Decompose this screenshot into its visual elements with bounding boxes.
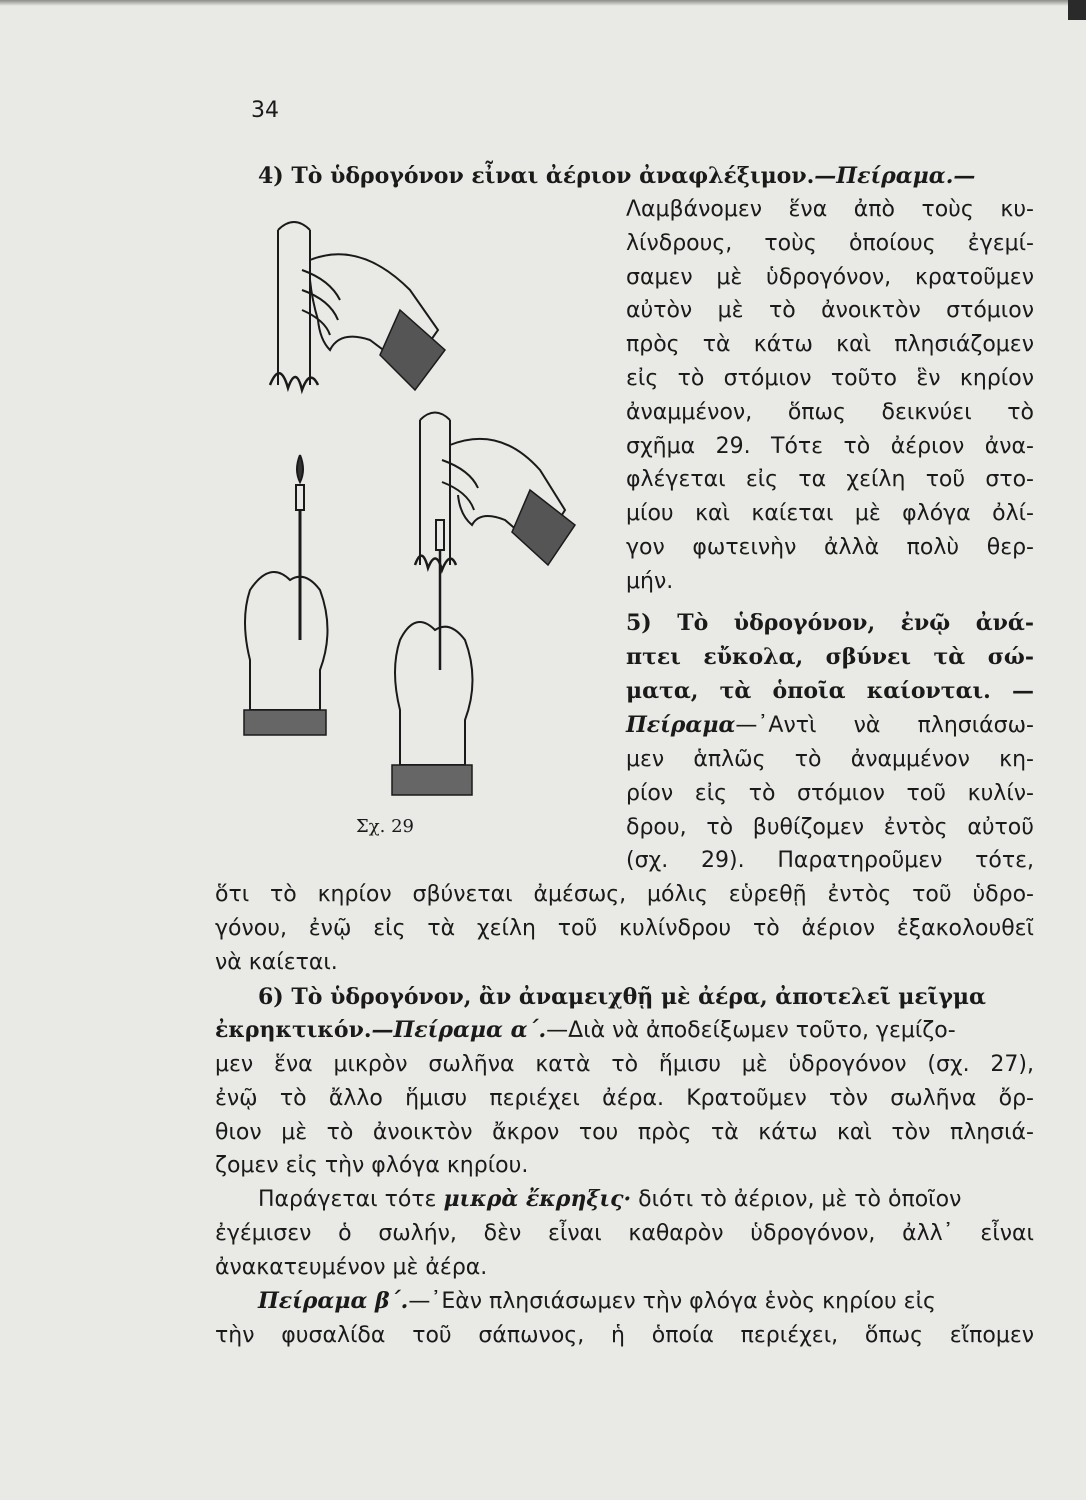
paragraph-2-start: Παράγεται τότε	[258, 1187, 437, 1212]
paragraph-2-rest: διότι τὸ ἀέριον, μὲ τὸ ὁποῖον	[638, 1187, 962, 1212]
section-5-first-text: —᾿Αντὶ νὰ πλησιάσω-	[735, 713, 1034, 738]
section-5-first-line	[626, 709, 1034, 742]
heading-line: ματα, τὰ ὁποῖα καίονται. —	[626, 677, 1034, 704]
text-line: ρίον εἰς τὸ στόμιον τοῦ κυλίν-	[626, 780, 1034, 806]
text-line: μεν ἁπλῶς τὸ ἀναμμένον κη-	[626, 747, 1034, 772]
text-line: μήν.	[626, 568, 674, 594]
section-5-experiment-label: Πείραμα	[626, 712, 736, 738]
text-line: τὴν φυσαλίδα τοῦ σάπωνος, ἡ ὁποία περιέχει, ὅπως εἴπομεν	[215, 1323, 1034, 1348]
text-line: πρὸς τὰ κάτω καὶ πλησιάζομεν	[626, 332, 1034, 358]
section-6-line-2	[215, 1014, 1034, 1047]
section-6-first-text: —Διὰ νὰ ἀποδείξωμεν τοῦτο, γεμίζο-	[546, 1018, 956, 1043]
figure-caption: Σχ. 29	[356, 816, 414, 837]
heading-line: 5) Τὸ ὑδρογόνον, ἐνῷ ἀνά-	[626, 610, 1034, 636]
text-line: δρου, τὸ βυθίζομεν ἐντὸς αὐτοῦ	[626, 814, 1034, 840]
section-4-heading	[258, 160, 1038, 193]
scan-corner	[1068, 0, 1086, 20]
text-line: μίου καὶ καίεται μὲ φλόγα ὀλί-	[626, 501, 1034, 527]
text-line: γον φωτεινὴν ἀλλὰ πολὺ θερ-	[626, 535, 1034, 560]
text-line: νὰ καίεται.	[215, 949, 338, 975]
section-6-heading-line	[258, 981, 1034, 1014]
text-line: (σχ. 29). Παρατηροῦμεν τότε,	[626, 848, 1034, 874]
text-line: σαμεν μὲ ὑδρογόνον, κρατοῦμεν	[626, 264, 1034, 290]
text-line: γόνου, ἐνῷ εἰς τὰ χείλη τοῦ κυλίνδρου τὸ ἀέριον ἐξακολουθεῖ	[215, 915, 1034, 941]
text-line: αὐτὸν μὲ τὸ ἀνοικτὸν στόμιον	[626, 298, 1034, 324]
section-6-experiment-label: —Πείραμα α΄.	[371, 1017, 547, 1043]
text-line: ζομεν εἰς τὴν φλόγα κηρίου.	[215, 1153, 529, 1179]
paragraph-2-emphasis: μικρὰ ἔκρηξις·	[443, 1186, 632, 1212]
text-line: ἀνακατευμένον μὲ ἀέρα.	[215, 1254, 488, 1280]
text-line: θιον μὲ τὸ ἀνοικτὸν ἄκρον του πρὸς τὰ κάτω καὶ τὸν πλησιά-	[215, 1119, 1034, 1145]
page-number: 34	[251, 98, 279, 123]
page-edge	[0, 0, 1086, 6]
text-line: εἰς τὸ στόμιον τοῦτο ἓν κηρίον	[626, 366, 1034, 391]
text-line: ἀναμμένον, ὅπως δεικνύει τὸ	[626, 399, 1034, 425]
text-line: ὅτι τὸ κηρίον σβύνεται ἀμέσως, μόλις εὑρεθῇ ἐντὸς τοῦ ὑδρο-	[215, 882, 1034, 907]
text-line: λίνδρους, τοὺς ὁποίους ἐγεμί-	[626, 230, 1034, 256]
text-line: Λαμβάνομεν ἕνα ἀπὸ τοὺς κυ-	[626, 197, 1034, 222]
text-line: φλέγεται εἰς τα χείλη τοῦ στο-	[626, 467, 1034, 493]
paragraph-2-first	[258, 1183, 1034, 1216]
left-candle-icon	[244, 455, 328, 735]
lower-tube-hand-icon	[415, 413, 575, 571]
heading-line: πτει εὔκολα, σβύνει τὰ σώ-	[626, 643, 1034, 670]
text-line: σχῆμα 29. Τότε τὸ ἀέριον ἀνα-	[626, 433, 1034, 459]
paragraph-3-experiment-label: Πείραμα β΄.	[258, 1288, 409, 1314]
text-line: ἐνῷ τὸ ἄλλο ἥμισυ περιέχει ἀέρα. Κρατοῦμεν τὸν σωλῆνα ὄρ-	[215, 1085, 1034, 1111]
section-4-experiment-label: —Πείραμα.—	[814, 163, 976, 189]
section-6-title: 6) Τὸ ὑδρογόνον, ἂν ἀναμειχθῇ μὲ ἀέρα, ἀποτελεῖ μεῖγμα	[258, 984, 986, 1010]
paragraph-3-first	[258, 1285, 1034, 1318]
section-4-title: 4) Τὸ ὑδρογόνον εἶναι ἀέριον ἀναφλέξιμον.	[258, 163, 815, 189]
section-6-title-end: ἐκρηκτικόν.	[215, 1017, 372, 1043]
text-line: ἐγέμισεν ὁ σωλήν, δὲν εἶναι καθαρὸν ὑδρογόνον, ἀλλ᾿ εἶναι	[215, 1221, 1034, 1246]
paragraph-3-first-text: —᾿Εὰν πλησιάσωμεν τὴν φλόγα ἑνὸς κηρίου εἰς	[408, 1289, 936, 1314]
upper-tube-hand-icon	[270, 222, 445, 390]
text-line: μεν ἕνα μικρὸν σωλῆνα κατὰ τὸ ἥμισυ μὲ ὑδρογόνον (σχ. 27),	[215, 1052, 1034, 1077]
figure-29-illustration	[210, 220, 610, 820]
